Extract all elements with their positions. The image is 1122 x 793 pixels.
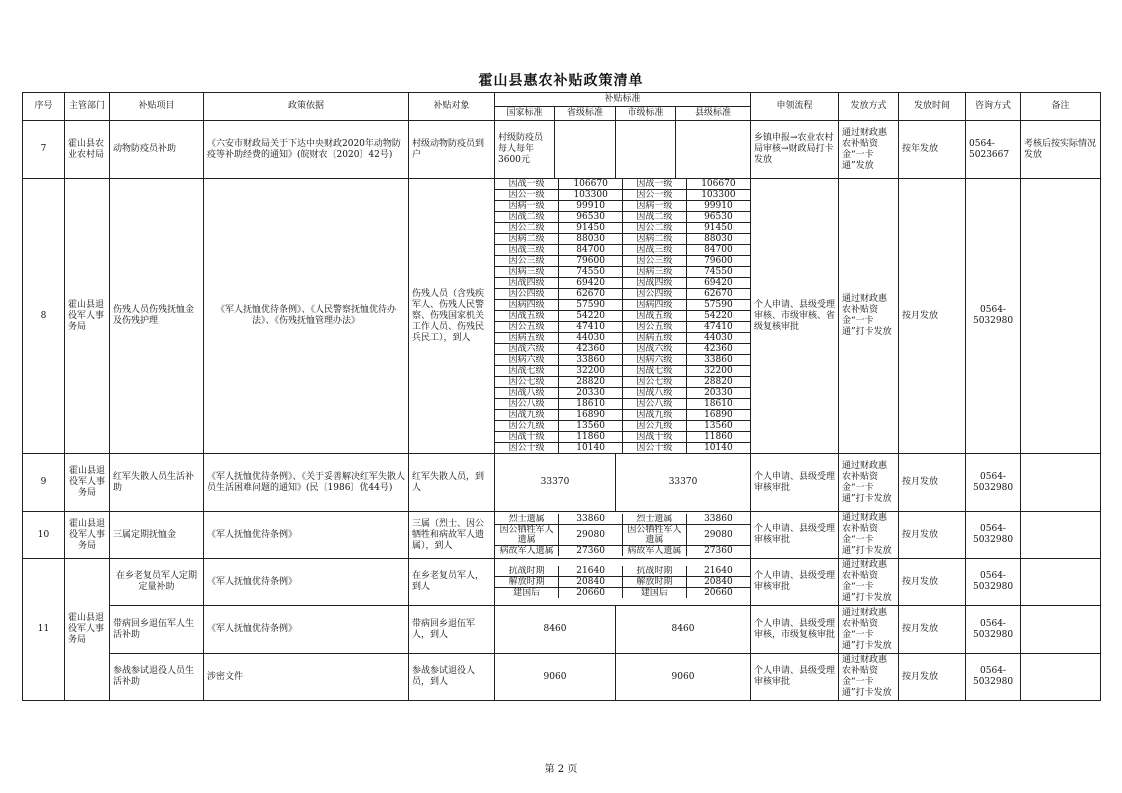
city-level-label: 因病五级 bbox=[623, 333, 687, 344]
basis-cell: 《军人抚恤优待条例》 bbox=[204, 606, 409, 654]
header-provincial: 省级标准 bbox=[555, 107, 616, 121]
county-level-value: 11860 bbox=[686, 432, 750, 443]
national-level-label: 因病六级 bbox=[495, 355, 559, 366]
item-cell: 红军失散人员生活补助 bbox=[110, 454, 204, 512]
provincial-level-value: 69420 bbox=[559, 278, 623, 289]
process-cell: 个人申请、县级受理审核审批 bbox=[751, 559, 839, 606]
county-level-value: 88030 bbox=[686, 234, 750, 245]
national-level-label: 因战五级 bbox=[495, 311, 559, 322]
county-level-value: 91450 bbox=[686, 223, 750, 234]
time-cell: 按月发放 bbox=[899, 654, 966, 701]
provincial-level-value: 88030 bbox=[559, 234, 623, 245]
method-cell: 通过财政惠农补贴资金“一卡通”打卡发放 bbox=[839, 512, 899, 559]
header-basis: 政策依据 bbox=[204, 93, 409, 121]
note-cell bbox=[1021, 654, 1101, 701]
provincial-level-value: 103300 bbox=[559, 190, 623, 201]
county-level-value: 99910 bbox=[686, 201, 750, 212]
note-cell: 考核后按实际情况发放 bbox=[1021, 121, 1101, 179]
standard-row bbox=[495, 355, 750, 366]
header-process: 申领流程 bbox=[751, 93, 839, 121]
county-level-value: 20840 bbox=[686, 577, 750, 588]
provincial-level-value: 10140 bbox=[559, 443, 623, 454]
target-cell: 伤残人员（含残疾军人、伤残人民警察、伤残国家机关工作人员、伤残民兵民工），到人 bbox=[409, 179, 495, 454]
city-level-label: 因病三级 bbox=[623, 267, 687, 278]
national-level-label: 因公八级 bbox=[495, 399, 559, 410]
county-level-value: 20660 bbox=[686, 588, 750, 599]
survivor-standard-table bbox=[495, 514, 750, 556]
dept-cell: 霍山县退役军人事务局 bbox=[65, 559, 110, 701]
note-cell bbox=[1021, 179, 1101, 454]
basis-cell: 《六安市财政局关于下达中央财政2020年动物防疫等补助经费的通知》(皖财农〔2020〕42号) bbox=[204, 121, 409, 179]
city-level-label: 烈士遗属 bbox=[623, 514, 687, 525]
standard-row bbox=[495, 289, 750, 300]
standard-row bbox=[495, 514, 750, 525]
basis-cell: 《军人抚恤优待条例》 bbox=[204, 559, 409, 606]
table-row bbox=[23, 454, 1101, 512]
provincial-value: 8460 bbox=[495, 606, 616, 654]
city-level-label: 因战二级 bbox=[623, 212, 687, 223]
city-level-label: 因病二级 bbox=[623, 234, 687, 245]
national-level-label: 因战四级 bbox=[495, 278, 559, 289]
time-cell: 按月发放 bbox=[899, 559, 966, 606]
county-value: 33370 bbox=[616, 454, 751, 512]
city-level-label: 抗战时期 bbox=[623, 566, 687, 577]
standard-row bbox=[495, 443, 750, 454]
time-cell: 按月发放 bbox=[899, 179, 966, 454]
provincial-level-value: 32200 bbox=[559, 366, 623, 377]
standard-row bbox=[495, 432, 750, 443]
seq-cell: 11 bbox=[23, 559, 65, 701]
header-std: 补贴标准 bbox=[495, 93, 751, 107]
city-level-label: 因病六级 bbox=[623, 355, 687, 366]
county-level-value: 13560 bbox=[686, 421, 750, 432]
header-seq: 序号 bbox=[23, 93, 65, 121]
provincial-level-value: 20660 bbox=[559, 588, 623, 599]
county-level-value: 47410 bbox=[686, 322, 750, 333]
city-level-label: 因公九级 bbox=[623, 421, 687, 432]
item-cell: 带病回乡退伍军人生活补助 bbox=[110, 606, 204, 654]
provincial-level-value: 84700 bbox=[559, 245, 623, 256]
city-level-label: 因战三级 bbox=[623, 245, 687, 256]
page-title: 霍山县惠农补贴政策清单 bbox=[478, 73, 644, 89]
standard-row bbox=[495, 546, 750, 557]
national-level-label: 因病三级 bbox=[495, 267, 559, 278]
county-level-value: 21640 bbox=[686, 566, 750, 577]
national-level-label: 因战八级 bbox=[495, 388, 559, 399]
county-level-value: 44030 bbox=[686, 333, 750, 344]
header-dept: 主管部门 bbox=[65, 93, 110, 121]
city-level-label: 因公七级 bbox=[623, 377, 687, 388]
target-cell: 参战参试退役人员，到人 bbox=[409, 654, 495, 701]
seq-cell: 9 bbox=[23, 454, 65, 512]
target-cell: 带病回乡退伍军人，到人 bbox=[409, 606, 495, 654]
dept-cell: 霍山县农业农村局 bbox=[65, 121, 110, 179]
basis-cell: 《军人抚恤优待条例》、《关于妥善解决红军失散人员生活困难问题的通知》(民〔1986〕优44号) bbox=[204, 454, 409, 512]
target-cell: 村级动物防疫员到户 bbox=[409, 121, 495, 179]
city-level-label: 因病四级 bbox=[623, 300, 687, 311]
city-level-label: 因战四级 bbox=[623, 278, 687, 289]
national-level-label: 因公一级 bbox=[495, 190, 559, 201]
provincial-level-value: 44030 bbox=[559, 333, 623, 344]
county-level-value: 79600 bbox=[686, 256, 750, 267]
table-row bbox=[23, 179, 1101, 454]
header-item: 补贴项目 bbox=[110, 93, 204, 121]
county-level-value: 20330 bbox=[686, 388, 750, 399]
city-level-label: 因战八级 bbox=[623, 388, 687, 399]
national-level-label: 因病四级 bbox=[495, 300, 559, 311]
standard-grid bbox=[495, 559, 751, 606]
standard-row bbox=[495, 377, 750, 388]
provincial-level-value: 91450 bbox=[559, 223, 623, 234]
target-cell: 红军失散人员，到人 bbox=[409, 454, 495, 512]
standard-row bbox=[495, 300, 750, 311]
header-note: 备注 bbox=[1021, 93, 1101, 121]
standard-row bbox=[495, 278, 750, 289]
provincial-level-value: 106670 bbox=[559, 179, 623, 190]
provincial-level-value: 33860 bbox=[559, 514, 623, 525]
county-level-value: 84700 bbox=[686, 245, 750, 256]
county-level-value: 32200 bbox=[686, 366, 750, 377]
city-level-label: 因公八级 bbox=[623, 399, 687, 410]
policy-table bbox=[22, 92, 1101, 701]
standard-row bbox=[495, 588, 750, 599]
national-level-label: 因战六级 bbox=[495, 344, 559, 355]
method-cell: 通过财政惠农补贴资金“一卡通”打卡发放 bbox=[839, 179, 899, 454]
city-level-label: 病故军人遗属 bbox=[623, 546, 687, 557]
city-level-label: 因战六级 bbox=[623, 344, 687, 355]
item-cell: 在乡老复员军人定期定量补助 bbox=[110, 559, 204, 606]
table-row bbox=[23, 512, 1101, 559]
method-cell: 通过财政惠农补贴资金“一卡通”发放 bbox=[839, 121, 899, 179]
national-level-label: 因病二级 bbox=[495, 234, 559, 245]
standard-row bbox=[495, 234, 750, 245]
city-level-label: 因战十级 bbox=[623, 432, 687, 443]
header-national: 国家标准 bbox=[495, 107, 555, 121]
provincial-level-value: 47410 bbox=[559, 322, 623, 333]
county-level-value: 69420 bbox=[686, 278, 750, 289]
standard-row bbox=[495, 179, 750, 190]
county-level-value: 28820 bbox=[686, 377, 750, 388]
dept-cell: 霍山县退役军人事务局 bbox=[65, 454, 110, 512]
national-level-label: 因公九级 bbox=[495, 421, 559, 432]
county-level-value: 96530 bbox=[686, 212, 750, 223]
basis-cell: 涉密文件 bbox=[204, 654, 409, 701]
county-level-value: 106670 bbox=[686, 179, 750, 190]
standard-row bbox=[495, 566, 750, 577]
process-cell: 个人申请、县级受理审核审批 bbox=[751, 512, 839, 559]
standard-grid bbox=[495, 512, 751, 559]
basis-cell: 《军人抚恤优待条例》 bbox=[204, 512, 409, 559]
item-cell: 动物防疫员补助 bbox=[110, 121, 204, 179]
dept-cell: 霍山县退役军人事务局 bbox=[65, 512, 110, 559]
standard-row bbox=[495, 388, 750, 399]
table-row bbox=[23, 654, 1101, 701]
national-level-label: 因公三级 bbox=[495, 256, 559, 267]
city-cell bbox=[616, 121, 676, 179]
standard-row bbox=[495, 212, 750, 223]
provincial-level-value: 28820 bbox=[559, 377, 623, 388]
time-cell: 按年发放 bbox=[899, 121, 966, 179]
county-level-value: 33860 bbox=[686, 355, 750, 366]
provincial-level-value: 62670 bbox=[559, 289, 623, 300]
county-level-value: 27360 bbox=[686, 546, 750, 557]
process-cell: 个人申请、县级受理审核、市级审核、省级复核审批 bbox=[751, 179, 839, 454]
header-method: 发放方式 bbox=[839, 93, 899, 121]
item-cell: 伤残人员伤残抚恤金及伤残护理 bbox=[110, 179, 204, 454]
header-city: 市级标准 bbox=[616, 107, 676, 121]
table-row bbox=[23, 121, 1101, 179]
national-level-label: 因战一级 bbox=[495, 179, 559, 190]
county-level-value: 29080 bbox=[686, 525, 750, 546]
standard-grid bbox=[495, 179, 751, 454]
county-level-value: 57590 bbox=[686, 300, 750, 311]
city-level-label: 因公十级 bbox=[623, 443, 687, 454]
city-level-label: 因战九级 bbox=[623, 410, 687, 421]
contact-cell: 0564-5032980 bbox=[966, 606, 1021, 654]
city-level-label: 因公五级 bbox=[623, 322, 687, 333]
standard-row bbox=[495, 201, 750, 212]
contact-cell: 0564-5032980 bbox=[966, 454, 1021, 512]
target-cell: 三属（烈士、因公牺牲和病故军人遗属），到人 bbox=[409, 512, 495, 559]
standard-row bbox=[495, 421, 750, 432]
contact-cell: 0564-5032980 bbox=[966, 179, 1021, 454]
county-level-value: 10140 bbox=[686, 443, 750, 454]
time-cell: 按月发放 bbox=[899, 512, 966, 559]
contact-cell: 0564-5032980 bbox=[966, 559, 1021, 606]
note-cell bbox=[1021, 559, 1101, 606]
county-level-value: 54220 bbox=[686, 311, 750, 322]
header-county: 县级标准 bbox=[676, 107, 751, 121]
note-cell bbox=[1021, 512, 1101, 559]
process-cell: 个人申请、县级受理审核，市级复核审批 bbox=[751, 606, 839, 654]
standard-row bbox=[495, 344, 750, 355]
city-level-label: 因战五级 bbox=[623, 311, 687, 322]
seq-cell: 7 bbox=[23, 121, 65, 179]
national-level-label: 因公七级 bbox=[495, 377, 559, 388]
national-level-label: 因公四级 bbox=[495, 289, 559, 300]
national-level-label: 因公十级 bbox=[495, 443, 559, 454]
target-cell: 在乡老复员军人，到人 bbox=[409, 559, 495, 606]
city-level-label: 因病一级 bbox=[623, 201, 687, 212]
standard-row bbox=[495, 223, 750, 234]
seq-cell: 8 bbox=[23, 179, 65, 454]
standard-row bbox=[495, 245, 750, 256]
county-level-value: 103300 bbox=[686, 190, 750, 201]
table-row bbox=[23, 559, 1101, 606]
provincial-level-value: 42360 bbox=[559, 344, 623, 355]
process-cell: 个人申请、县级受理审核审批 bbox=[751, 654, 839, 701]
city-level-label: 因公牺牲军人遗属 bbox=[623, 525, 687, 546]
process-cell: 个人申请、县级受理审核审批 bbox=[751, 454, 839, 512]
provincial-level-value: 11860 bbox=[559, 432, 623, 443]
seq-cell: 10 bbox=[23, 512, 65, 559]
standard-row bbox=[495, 256, 750, 267]
provincial-level-value: 54220 bbox=[559, 311, 623, 322]
time-cell: 按月发放 bbox=[899, 454, 966, 512]
county-level-value: 62670 bbox=[686, 289, 750, 300]
provincial-level-value: 96530 bbox=[559, 212, 623, 223]
standard-row bbox=[495, 399, 750, 410]
page-number: 第 2 页 bbox=[544, 764, 578, 775]
basis-cell: 《军人抚恤优待条例》、《人民警察抚恤优待办法》、《伤残抚恤管理办法》 bbox=[204, 179, 409, 454]
national-level-label: 抗战时期 bbox=[495, 566, 559, 577]
county-value: 9060 bbox=[616, 654, 751, 701]
city-level-label: 建国后 bbox=[623, 588, 687, 599]
provincial-level-value: 74550 bbox=[559, 267, 623, 278]
city-level-label: 因公四级 bbox=[623, 289, 687, 300]
standard-row bbox=[495, 410, 750, 421]
national-level-label: 因战九级 bbox=[495, 410, 559, 421]
standard-row bbox=[495, 311, 750, 322]
national-level-label: 建国后 bbox=[495, 588, 559, 599]
city-level-label: 因公二级 bbox=[623, 223, 687, 234]
provincial-value: 9060 bbox=[495, 654, 616, 701]
national-level-label: 因病一级 bbox=[495, 201, 559, 212]
provincial-level-value: 20330 bbox=[559, 388, 623, 399]
standard-row bbox=[495, 333, 750, 344]
provincial-level-value: 29080 bbox=[559, 525, 623, 546]
note-cell bbox=[1021, 454, 1101, 512]
method-cell: 通过财政惠农补贴资金“一卡通”打卡发放 bbox=[839, 559, 899, 606]
provincial-level-value: 27360 bbox=[559, 546, 623, 557]
provincial-level-value: 79600 bbox=[559, 256, 623, 267]
city-level-label: 解放时期 bbox=[623, 577, 687, 588]
contact-cell: 0564-5032980 bbox=[966, 512, 1021, 559]
county-level-value: 33860 bbox=[686, 514, 750, 525]
national-level-label: 因战十级 bbox=[495, 432, 559, 443]
provincial-level-value: 16890 bbox=[559, 410, 623, 421]
city-level-label: 因战一级 bbox=[623, 179, 687, 190]
method-cell: 通过财政惠农补贴资金“一卡通”打卡发放 bbox=[839, 454, 899, 512]
time-cell: 按月发放 bbox=[899, 606, 966, 654]
provincial-value: 33370 bbox=[495, 454, 616, 512]
provincial-level-value: 99910 bbox=[559, 201, 623, 212]
veteran-standard-table bbox=[495, 566, 750, 598]
standard-row bbox=[495, 366, 750, 377]
header-time: 发放时间 bbox=[899, 93, 966, 121]
national-level-label: 因公五级 bbox=[495, 322, 559, 333]
provincial-level-value: 18610 bbox=[559, 399, 623, 410]
national-level-label: 因战七级 bbox=[495, 366, 559, 377]
national-cell: 村级防疫员每人每年3600元 bbox=[495, 121, 555, 179]
national-level-label: 因公牺牲军人遗属 bbox=[495, 525, 559, 546]
item-cell: 三属定期抚恤金 bbox=[110, 512, 204, 559]
county-level-value: 18610 bbox=[686, 399, 750, 410]
national-level-label: 因战三级 bbox=[495, 245, 559, 256]
dept-cell: 霍山县退役军人事务局 bbox=[65, 179, 110, 454]
table-row bbox=[23, 606, 1101, 654]
provincial-level-value: 57590 bbox=[559, 300, 623, 311]
item-cell: 参战参试退役人员生活补助 bbox=[110, 654, 204, 701]
national-level-label: 病故军人遗属 bbox=[495, 546, 559, 557]
county-cell bbox=[676, 121, 751, 179]
provincial-level-value: 21640 bbox=[559, 566, 623, 577]
city-level-label: 因公一级 bbox=[623, 190, 687, 201]
city-level-label: 因战七级 bbox=[623, 366, 687, 377]
standard-row bbox=[495, 525, 750, 546]
city-level-label: 因公三级 bbox=[623, 256, 687, 267]
provincial-level-value: 20840 bbox=[559, 577, 623, 588]
national-level-label: 解放时期 bbox=[495, 577, 559, 588]
county-level-value: 16890 bbox=[686, 410, 750, 421]
provincial-level-value: 13560 bbox=[559, 421, 623, 432]
contact-cell: 0564-5023667 bbox=[966, 121, 1021, 179]
note-cell bbox=[1021, 606, 1101, 654]
contact-cell: 0564-5032980 bbox=[966, 654, 1021, 701]
national-level-label: 因公二级 bbox=[495, 223, 559, 234]
standard-row bbox=[495, 322, 750, 333]
provincial-cell bbox=[555, 121, 616, 179]
header-contact: 咨询方式 bbox=[966, 93, 1021, 121]
header-target: 补贴对象 bbox=[409, 93, 495, 121]
method-cell: 通过财政惠农补贴资金“一卡通”打卡发放 bbox=[839, 606, 899, 654]
standard-row bbox=[495, 267, 750, 278]
national-level-label: 因战二级 bbox=[495, 212, 559, 223]
county-level-value: 74550 bbox=[686, 267, 750, 278]
national-level-label: 烈士遗属 bbox=[495, 514, 559, 525]
national-level-label: 因病五级 bbox=[495, 333, 559, 344]
county-level-value: 42360 bbox=[686, 344, 750, 355]
standard-row bbox=[495, 577, 750, 588]
standard-row bbox=[495, 190, 750, 201]
process-cell: 乡镇申报→农业农村局审核→财政局打卡发放 bbox=[751, 121, 839, 179]
disability-standard-table bbox=[495, 179, 750, 453]
method-cell: 通过财政惠农补贴资金“一卡通”打卡发放 bbox=[839, 654, 899, 701]
county-value: 8460 bbox=[616, 606, 751, 654]
provincial-level-value: 33860 bbox=[559, 355, 623, 366]
